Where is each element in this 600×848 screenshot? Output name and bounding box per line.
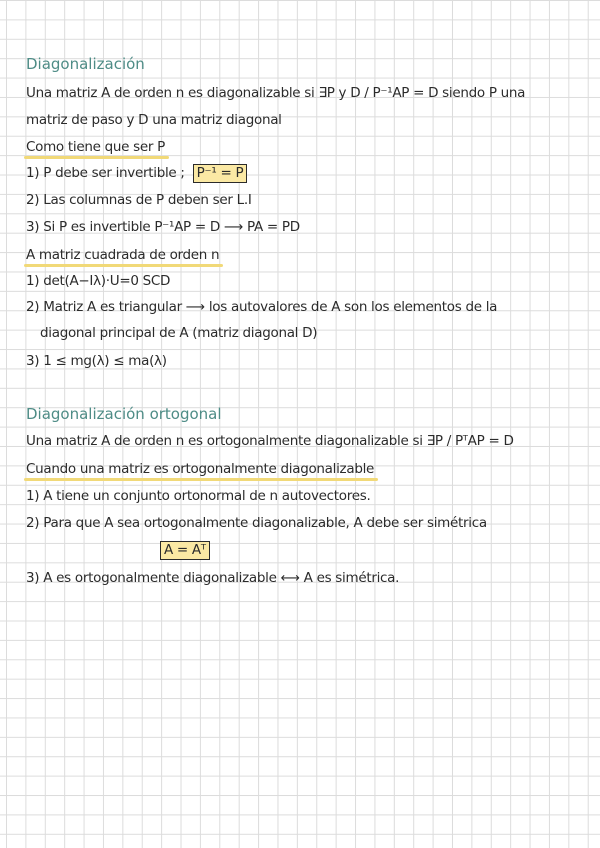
p-item-1-boxed-formula: P⁻¹ = P [193, 164, 248, 183]
ortho-subheading-text: Cuando una matriz es ortogonalmente diagonalizable [26, 461, 375, 477]
a-conditions-heading-text: A matriz cuadrada de orden n [26, 247, 220, 263]
a-conditions-heading [26, 246, 219, 264]
definition-line-1: Una matriz A de orden n es diagonalizable si ∃P y D / P⁻¹AP = D siendo P una [26, 85, 526, 101]
a-item-3: 3) 1 ≤ mg(λ) ≤ ma(λ) [26, 353, 167, 369]
p-item-2: 2) Las columnas de P deben ser L.I [26, 192, 252, 208]
p-requirements-heading-text: Como tiene que ser P [26, 139, 165, 155]
ortho-subheading [26, 460, 374, 478]
ortho-item-2: 2) Para que A sea ortogonalmente diagonalizable, A debe ser simétrica [26, 515, 487, 531]
a-item-2: 2) Matriz A es triangular ⟶ los autovalores de A son los elementos de la [26, 299, 498, 315]
section-title-diagonalizacion: Diagonalización [26, 55, 145, 73]
ortho-item-3: 3) A es ortogonalmente diagonalizable ⟷ A es simétrica. [26, 570, 400, 586]
ortho-item-2-boxed-formula: A = Aᵀ [160, 541, 210, 560]
section-title-ortogonal: Diagonalización ortogonal [26, 405, 222, 423]
p-item-3: 3) Si P es invertible P⁻¹AP = D ⟶ PA = PD [26, 219, 300, 235]
a-item-1: 1) det(A−Iλ)·U=0 SCD [26, 273, 171, 289]
definition-line-2: matriz de paso y D una matriz diagonal [26, 112, 282, 128]
ortho-item-2-boxed-line [156, 541, 210, 560]
p-requirements-heading [26, 138, 165, 156]
p-item-1-text: 1) P debe ser invertible ; [26, 165, 185, 181]
p-item-1 [26, 164, 247, 183]
a-item-2-continuation: diagonal principal de A (matriz diagonal D) [40, 325, 318, 341]
ortho-item-1: 1) A tiene un conjunto ortonormal de n autovectores. [26, 488, 371, 504]
ortho-definition: Una matriz A de orden n es ortogonalmente diagonalizable si ∃P / PᵀAP = D [26, 433, 514, 449]
